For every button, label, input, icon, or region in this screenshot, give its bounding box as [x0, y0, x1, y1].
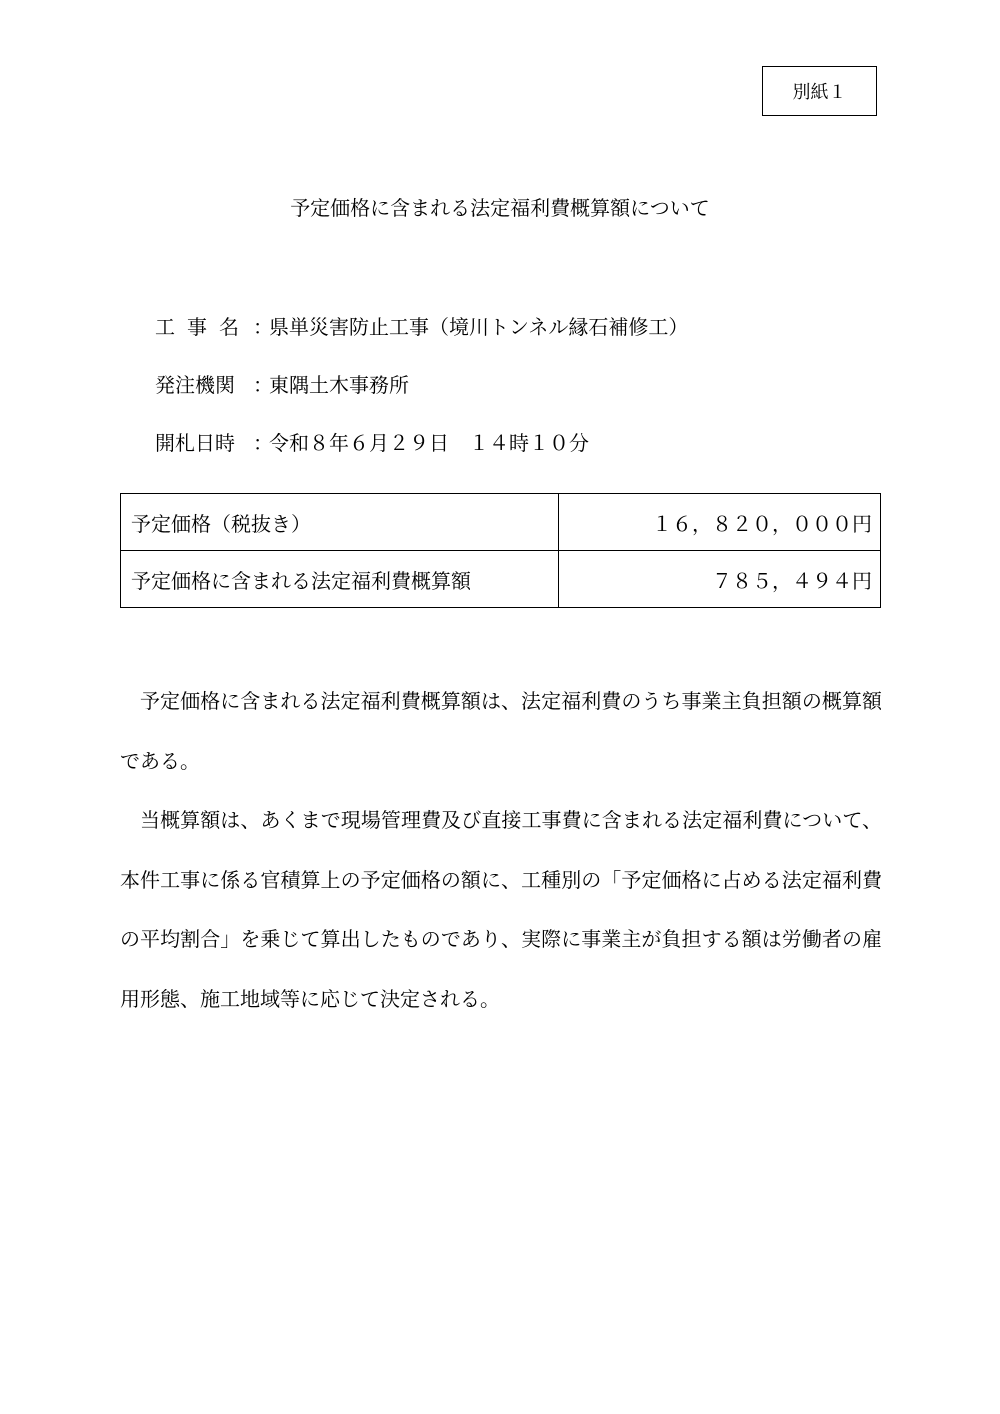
bid-opening-label: 開札日時 — [155, 430, 235, 455]
construction-name-value: 県単災害防止工事（境川トンネル縁石補修工） — [269, 314, 689, 339]
explanation-paragraph-1: 予定価格に含まれる法定福利費概算額は、法定福利費のうち事業主負担額の概算額である。 — [120, 689, 882, 773]
table-row — [121, 551, 881, 608]
estimated-price-amount: １６，８２０，０００円 — [559, 494, 881, 551]
document-title: 予定価格に含まれる法定福利費概算額について — [290, 196, 710, 220]
ordering-agency-value: 東隅土木事務所 — [269, 372, 409, 397]
welfare-cost-label: 予定価格に含まれる法定福利費概算額 — [121, 551, 559, 608]
bid-opening-value: 令和８年６月２９日 １４時１０分 — [269, 430, 589, 455]
explanation-paragraph-2: 当概算額は、あくまで現場管理費及び直接工事費に含まれる法定福利費について、本件工事に係る官積算上の予定価格の額に、工種別の「予定価格に占める法定福利費の平均割合」を乗じて算出したものであり、実際に事業主が負担する額は労働者の雇用形態、施工地域等に応じて決定される。 — [120, 808, 882, 1011]
estimated-price-label: 予定価格（税抜き） — [121, 494, 559, 551]
ordering-agency-separator: ： — [253, 372, 273, 397]
table-row — [121, 494, 881, 551]
construction-name-row — [155, 308, 688, 342]
welfare-cost-amount: ７８５，４９４円 — [559, 551, 881, 608]
price-table — [120, 493, 881, 608]
explanation-text — [120, 672, 882, 1029]
attachment-label: 別紙１ — [792, 82, 847, 103]
construction-name-label: 工事名 — [155, 314, 251, 339]
ordering-agency-row — [155, 366, 409, 400]
bid-opening-separator: ： — [253, 430, 273, 455]
bid-opening-row — [155, 424, 589, 458]
construction-name-separator: ： — [253, 314, 273, 339]
attachment-label-box — [762, 66, 877, 116]
ordering-agency-label: 発注機関 — [155, 372, 235, 397]
